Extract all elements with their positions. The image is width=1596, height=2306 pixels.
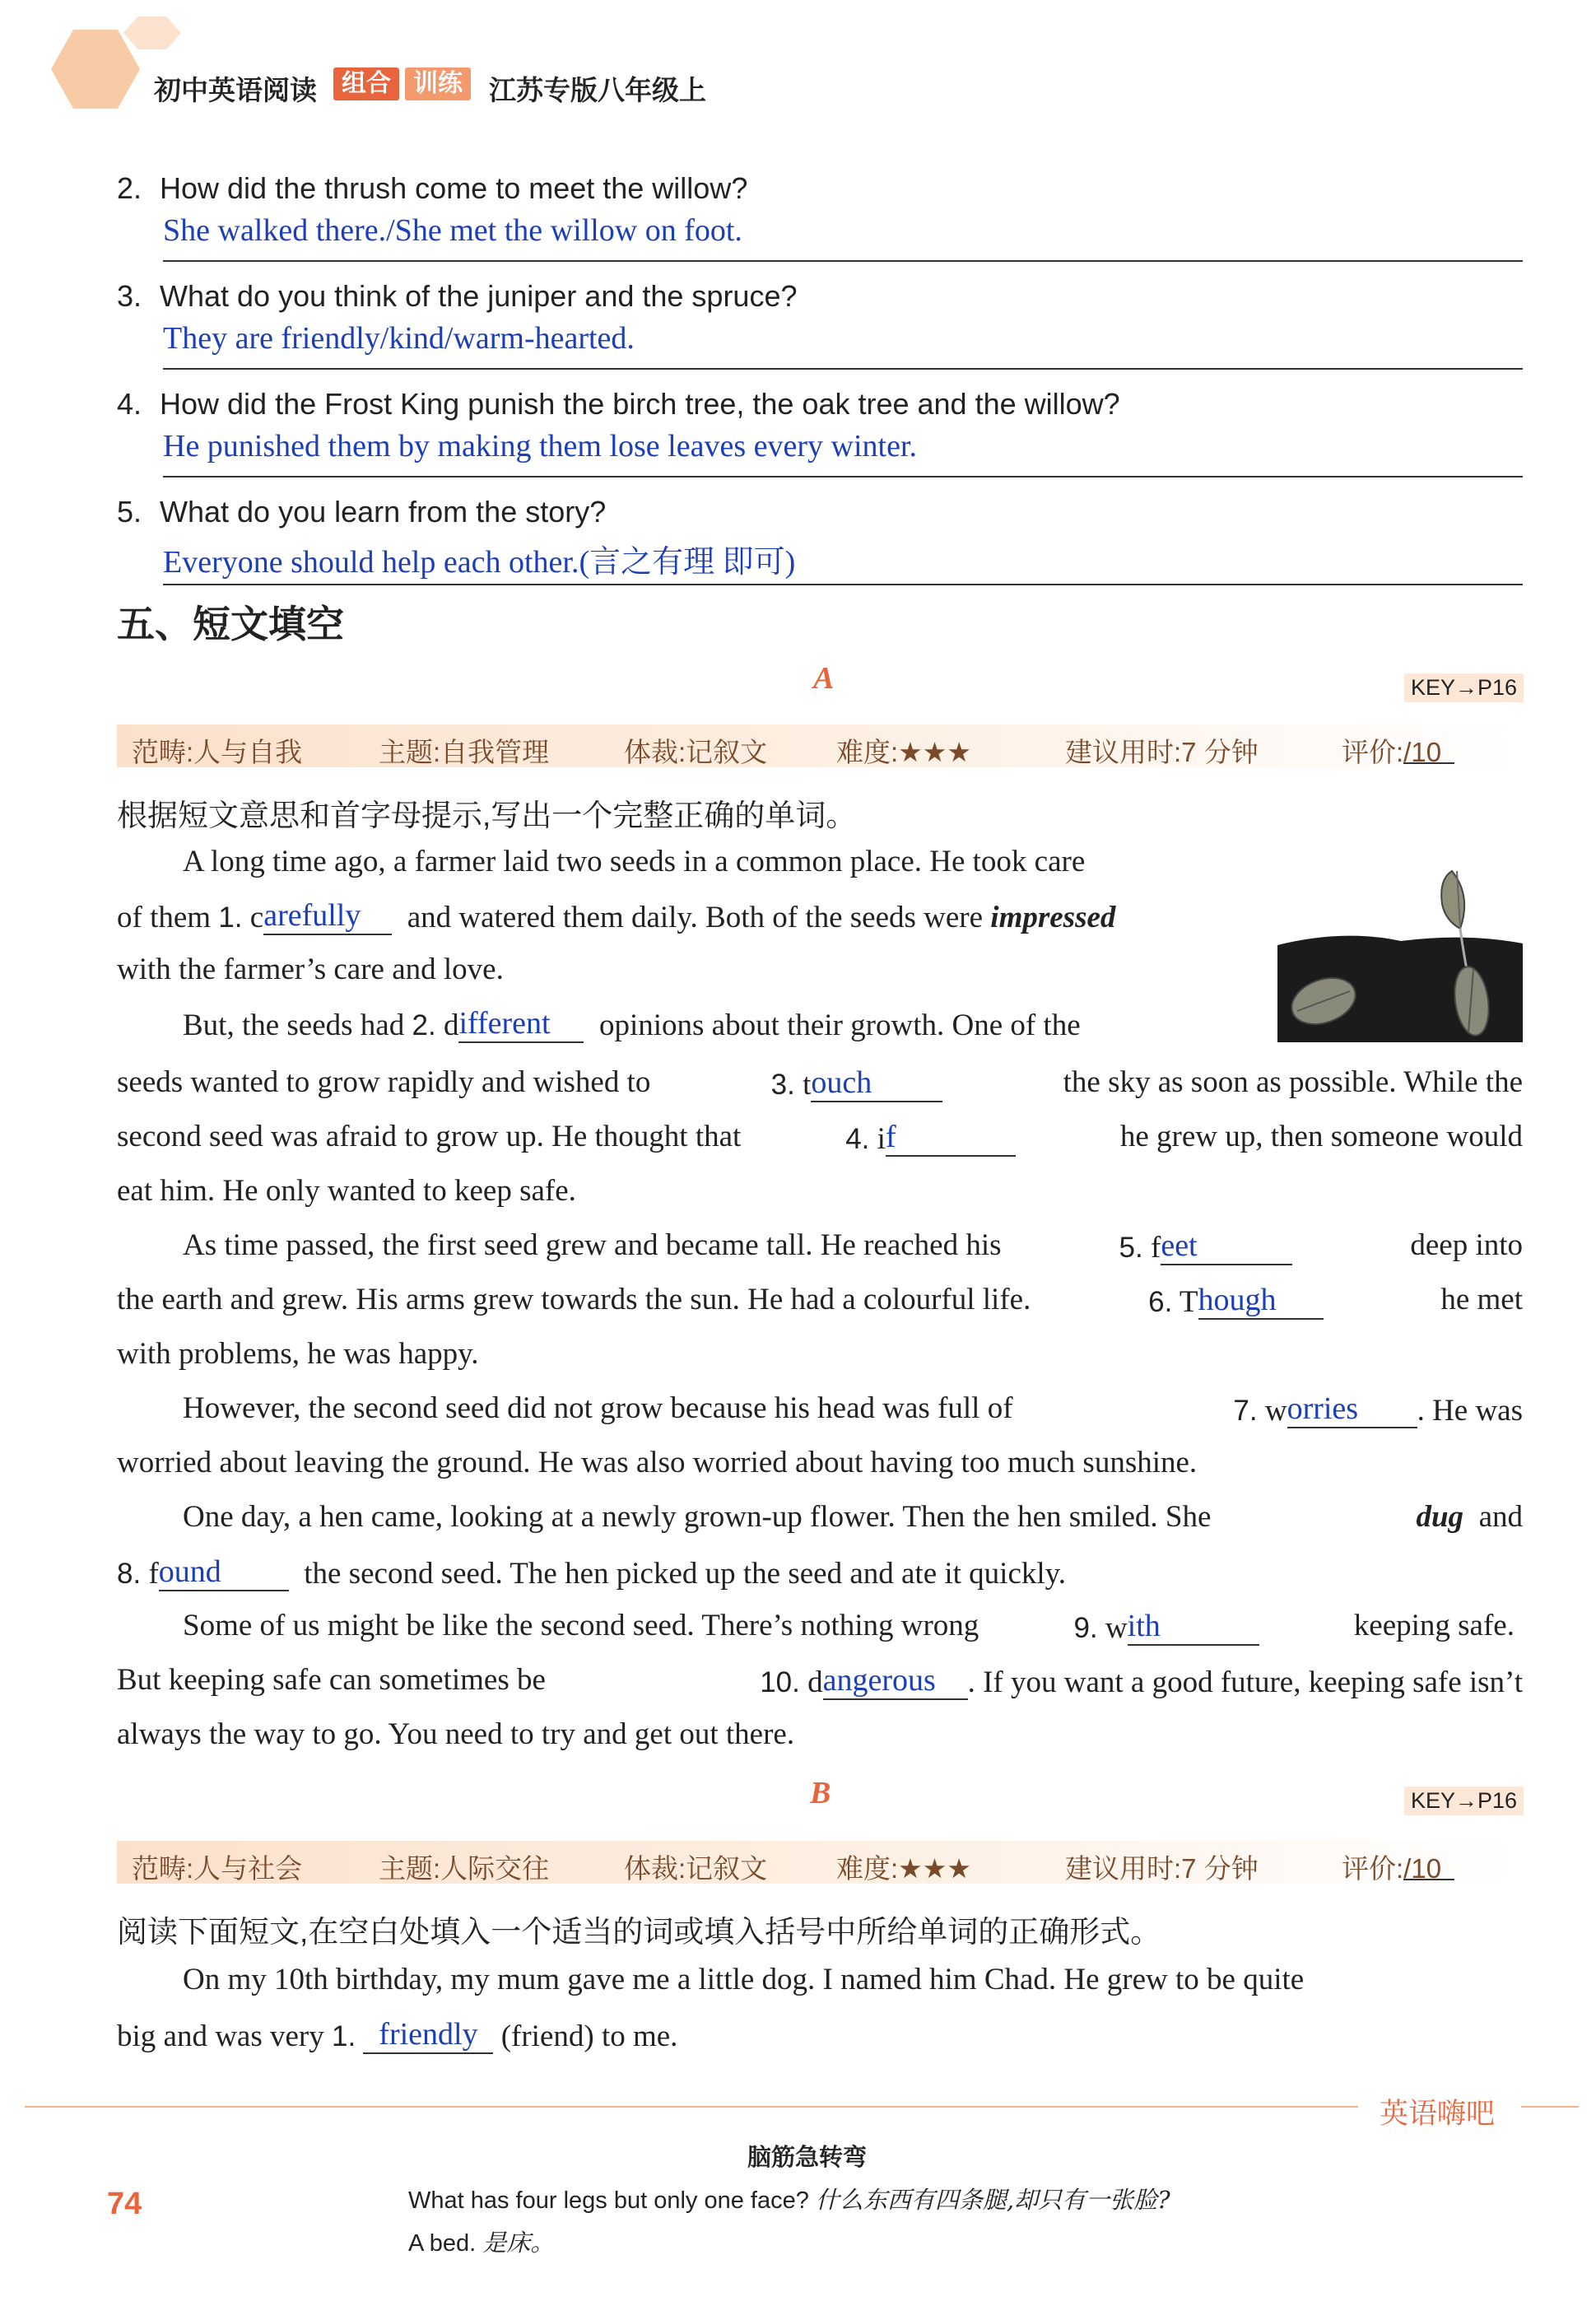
riddle-title: 脑筋急转弯 — [747, 2145, 868, 2171]
passage-line: One day, a hen came, looking at a newly grown-up flower. Then the hen smiled. She dug and — [183, 1500, 1523, 1534]
blank-6[interactable]: hough — [1198, 1282, 1324, 1320]
info-time: 建议用时:7 分钟 — [1065, 1853, 1259, 1884]
info-score: 评价: /10 — [1342, 731, 1441, 770]
info-bar-b — [117, 1841, 1523, 1884]
passage-line: However, the second seed did not grow because his head was full of 7. worries . He was — [183, 1391, 1523, 1428]
blank-1[interactable]: arefully — [263, 897, 392, 935]
blank-7[interactable]: orries — [1287, 1391, 1417, 1428]
passage-line: seeds wanted to grow rapidly and wished to 3. touch the sky as soon as possible. While the — [117, 1065, 1523, 1102]
blank-2[interactable]: ifferent — [458, 1005, 584, 1043]
blank-10[interactable]: angerous — [823, 1662, 968, 1700]
blank-9[interactable]: ith — [1128, 1608, 1259, 1646]
info-time: 建议用时:7 分钟 — [1065, 737, 1259, 767]
key-reference-a: KEY→P16 — [1404, 673, 1524, 702]
passage-line: worried about leaving the ground. He was also worried about having too much sunshine. — [117, 1446, 1198, 1479]
passage-line: of them 1. carefully and watered them daily. Both of the seeds were impressed — [117, 898, 1116, 934]
info-difficulty: 难度:★★★ — [836, 1853, 971, 1884]
question-3: 3. What do you think of the juniper and the spruce? — [117, 279, 798, 313]
section-title: 五、短文填空 — [117, 603, 344, 645]
blank-b1[interactable]: friendly — [363, 2016, 493, 2054]
footer-divider — [25, 2106, 1358, 2108]
instruction-a: 根据短文意思和首字母提示,写出一个完整正确的单词。 — [117, 799, 857, 832]
blank-3[interactable]: ouch — [811, 1064, 942, 1102]
question-2: 2. How did the thrush come to meet the willow? — [117, 171, 748, 205]
tag-training: 训练 — [405, 68, 471, 100]
answer-4: He punished them by making them lose leaves every winter. — [163, 429, 917, 464]
instruction-b: 阅读下面短文,在空白处填入一个适当的词或填入括号中所给单词的正确形式。 — [117, 1915, 1161, 1949]
passage-line: But, the seeds had 2. different opinions about their growth. One of the — [183, 1006, 1081, 1042]
footer-brand: 英语嗨吧 — [1380, 2098, 1496, 2130]
answer-line — [163, 368, 1523, 370]
riddle-answer: A bed. 是床。 — [408, 2229, 555, 2257]
passage-line: with the farmer’s care and love. — [117, 953, 504, 986]
passage-line: A long time ago, a farmer laid two seeds in a common place. He took care — [183, 845, 1086, 878]
footer-divider — [1521, 2106, 1579, 2108]
info-difficulty: 难度:★★★ — [836, 737, 971, 767]
passage-line: always the way to go. You need to try and get out there. — [117, 1717, 795, 1751]
seedling-illustration — [1277, 846, 1523, 1042]
passage-line: But keeping safe can sometimes be 10. dangerous . If you want a good future, keeping safe isn’t — [117, 1663, 1523, 1699]
page-number: 74 — [107, 2187, 142, 2221]
passage-line: the earth and grew. His arms grew towards the sun. He had a colourful life. 6. Though he met — [117, 1283, 1523, 1319]
header-hexagon-decoration-small — [123, 16, 181, 49]
header-hexagon-decoration — [51, 30, 140, 109]
passage-line: with problems, he was happy. — [117, 1337, 479, 1371]
part-a-label: A — [813, 661, 835, 696]
book-title: 初中英语阅读 — [154, 75, 317, 105]
passage-line: On my 10th birthday, my mum gave me a little dog. I named him Chad. He grew to be quite — [183, 1963, 1305, 1996]
passage-line: Some of us might be like the second seed. There’s nothing wrong 9. with keeping safe. — [183, 1609, 1515, 1645]
key-reference-b: KEY→P16 — [1404, 1787, 1524, 1815]
answer-line — [163, 476, 1523, 478]
question-5: 5. What do you learn from the story? — [117, 495, 607, 529]
blank-8[interactable]: ound — [159, 1554, 289, 1591]
book-edition: 江苏专版八年级上 — [489, 75, 706, 105]
info-category: 范畴:人与社会 — [132, 1853, 303, 1884]
info-category: 范畴:人与自我 — [132, 737, 303, 767]
score-blank[interactable] — [1403, 1854, 1454, 1880]
info-genre: 体裁:记叙文 — [624, 1853, 768, 1884]
info-theme: 主题:自我管理 — [379, 737, 550, 767]
riddle-question: What has four legs but only one face? 什么东西有四条腿,却只有一张脸? — [408, 2186, 1170, 2214]
question-4: 4. How did the Frost King punish the birch tree, the oak tree and the willow? — [117, 387, 1120, 421]
passage-line: eat him. He only wanted to keep safe. — [117, 1174, 576, 1208]
passage-line: second seed was afraid to grow up. He thought that 4. if he grew up, then someone would — [117, 1120, 1523, 1156]
blank-4[interactable]: f — [886, 1119, 1016, 1157]
info-theme: 主题:人际交往 — [379, 1853, 550, 1884]
passage-line: 8. found the second seed. The hen picked up the seed and ate it quickly. — [117, 1554, 1067, 1591]
answer-line — [163, 260, 1523, 262]
answer-2: She walked there./She met the willow on foot. — [163, 213, 742, 248]
answer-line — [163, 584, 1523, 585]
passage-line: As time passed, the first seed grew and became tall. He reached his 5. feet deep into — [183, 1228, 1523, 1265]
answer-5: Everyone should help each other.(言之有理 即可) — [163, 545, 796, 580]
info-score: 评价: /10 — [1342, 1847, 1441, 1886]
info-genre: 体裁:记叙文 — [624, 737, 768, 767]
info-bar-a — [117, 724, 1523, 767]
answer-3: They are friendly/kind/warm-hearted. — [163, 321, 635, 356]
passage-line: big and was very 1. friendly (friend) to me. — [117, 2017, 678, 2053]
part-b-label: B — [810, 1776, 831, 1810]
blank-5[interactable]: eet — [1161, 1228, 1292, 1265]
tag-combination: 组合 — [333, 68, 399, 100]
score-blank[interactable] — [1403, 738, 1454, 764]
